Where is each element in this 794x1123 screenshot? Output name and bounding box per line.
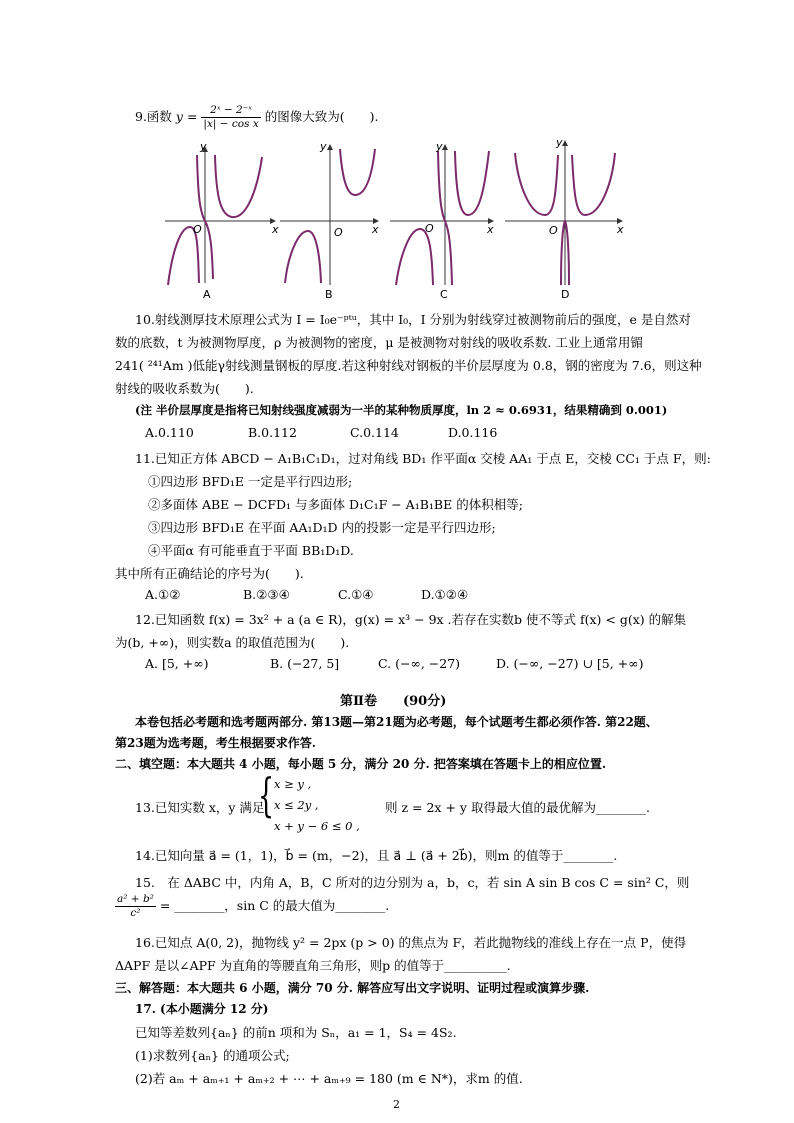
- q12-option-b: B. (−27, 5]: [270, 656, 340, 671]
- q11-item-4: ④平面α 有可能垂直于平面 BB₁D₁D.: [148, 543, 354, 558]
- q17-line3: (2)若 aₘ + aₘ₊₁ + aₘ₊₂ + ⋯ + aₘ₊₉ = 180 (m ∈ N*)，求m 的值.: [135, 1071, 523, 1086]
- q10-line1: 10.射线测厚技术原理公式为 I = I₀e⁻ᵖᵗᵘ，其中 I₀，I 分别为射线穿过被测物前后的强度，e 是自然对: [135, 312, 691, 327]
- q10-line4: 射线的吸收系数为( ).: [115, 381, 254, 396]
- graph-a-x-label: x: [272, 223, 279, 236]
- q13-c3: x + y − 6 ≤ 0 ,: [274, 819, 360, 833]
- q9-prefix: 9.函数: [135, 109, 172, 124]
- q9-numerator: 2ˣ − 2⁻ˣ: [201, 104, 260, 118]
- q12-option-a: A. [5, +∞): [145, 656, 209, 671]
- q11-item-2: ②多面体 ABE − DCFD₁ 与多面体 D₁C₁F − A₁B₁BE 的体积相等;: [148, 497, 523, 512]
- q10-option-b: B.0.112: [248, 425, 297, 440]
- q15-fraction: [115, 893, 156, 920]
- q11-line1: 11.已知正方体 ABCD − A₁B₁C₁D₁，过对角线 BD₁ 作平面α 交棱 AA₁ 于点 E，交棱 CC₁ 于点 F，则:: [135, 451, 711, 466]
- q13-brace: {: [258, 768, 275, 822]
- graph-a-curve-right: [215, 155, 262, 217]
- q15-denominator: c²: [130, 907, 141, 919]
- q11-item-3: ③四边形 BFD₁E 在平面 AA₁D₁D 内的投影一定是平行四边形;: [148, 520, 496, 535]
- graph-b-curve-left: [285, 231, 321, 283]
- q12-line2: 为(b, +∞)，则实数a 的取值范围为( ).: [115, 635, 350, 650]
- graph-c-curve-right: [455, 151, 489, 215]
- q10-line3: 241( ²⁴¹Am )低能γ射线测量钢板的厚度.若这种射线对钢板的半价层厚度为 0.8，钢的密度为 7.6，则这种: [115, 358, 702, 373]
- graph-d-origin: O: [549, 224, 558, 237]
- graph-b: [280, 145, 378, 285]
- q11-option-d: D.①②④: [421, 587, 469, 602]
- q10-line2: 数的底数，t 为被测物厚度，ρ 为被测物的密度，μ 是被测物对射线的吸收系数. 工业上通常用镅: [115, 335, 643, 350]
- q15-line2-wrap: [115, 893, 389, 920]
- q12-line1: 12.已知函数 f(x) = 3x² + a (a ∈ R)，g(x) = x³ − 9x .若存在实数b 使不等式 f(x) < g(x) 的解集: [135, 612, 687, 627]
- graph-a-origin: O: [193, 223, 202, 236]
- q13-c2: x ≤ 2y ,: [274, 798, 319, 812]
- graph-b-curve-right: [340, 149, 375, 195]
- graph-b-origin: O: [334, 226, 343, 239]
- graph-c-y-label: y: [436, 140, 443, 153]
- q9-suffix: 的图像大致为( ).: [264, 109, 379, 124]
- q17-line2: (1)求数列{aₙ} 的通项公式;: [135, 1048, 290, 1063]
- q11-question: 其中所有正确结论的序号为( ).: [115, 566, 304, 581]
- q15-line1: 15. 在 ΔABC 中，内角 A，B，C 所对的边分别为 a，b，c，若 sin A sin B cos C = sin² C，则: [135, 875, 690, 890]
- graph-d-y-label: y: [556, 136, 563, 149]
- graph-c-curve-left: [396, 229, 433, 285]
- graph-d-label: D: [561, 288, 570, 301]
- q13-c1: x ≥ y ,: [274, 777, 312, 791]
- graph-a: [165, 147, 275, 285]
- q10-option-a: A.0.110: [145, 425, 194, 440]
- q11-option-a: A.①②: [145, 587, 181, 602]
- q11-option-b: B.②③④: [243, 587, 290, 602]
- graph-d-x-label: x: [617, 223, 624, 236]
- section3-title: 三、解答题：本大题共 6 小题，满分 70 分. 解答应写出文字说明、证明过程或演算步骤.: [115, 981, 590, 995]
- q9-yeq: y =: [175, 109, 198, 124]
- q16-line2: ΔAPF 是以∠APF 为直角的等腰直角三角形，则p 的值等于__________.: [115, 958, 511, 973]
- part2-desc2: 第23题为选考题，考生根据要求作答.: [115, 736, 316, 750]
- graph-a-y-label: y: [200, 140, 207, 153]
- q10-option-d: D.0.116: [448, 425, 498, 440]
- q11-item-1: ①四边形 BFD₁E 一定是平行四边形;: [148, 474, 353, 489]
- q9-denominator: |x| − cos x: [203, 118, 259, 130]
- q13-prefix: 13.已知实数 x，y 满足: [135, 800, 265, 815]
- graph-c-label: C: [440, 288, 448, 301]
- section2-title: 二、填空题：本大题共 4 小题，每小题 5 分，满分 20 分. 把答案填在答题卡上的相应位置.: [115, 757, 607, 771]
- page-number: 2: [393, 1098, 400, 1111]
- graph-b-label: B: [325, 288, 333, 301]
- graph-a-label: A: [203, 288, 211, 301]
- graph-c-x-label: x: [487, 223, 494, 236]
- q11-option-c: C.①④: [338, 587, 374, 602]
- q10-note: (注 半价层厚度是指将已知射线强度减弱为一半的某种物质厚度，ln 2 ≈ 0.6931，结果精确到 0.001): [135, 403, 668, 417]
- graph-b-x-label: x: [372, 223, 379, 236]
- graph-d-curve-right: [572, 153, 615, 215]
- graph-b-y-label: y: [320, 140, 327, 153]
- q14-text: 14.已知向量 a⃗ = (1，1)，b⃗ = (m，−2)，且 a⃗ ⊥ (a⃗ + 2b⃗)，则m 的值等于________.: [135, 848, 618, 863]
- graph-c: [390, 145, 493, 285]
- q12-option-d: D. (−∞, −27) ∪ [5, +∞): [496, 656, 644, 671]
- graph-c-origin: O: [425, 222, 434, 235]
- q13-suffix: 则 z = 2x + y 取得最大值的最优解为________.: [385, 800, 650, 815]
- q15-numerator: a² + b²: [117, 893, 154, 905]
- q10-option-c: C.0.114: [350, 425, 399, 440]
- q12-option-c: C. (−∞, −27): [378, 656, 461, 671]
- part2-title: 第Ⅱ卷 (90分): [340, 694, 447, 709]
- part2-desc1: 本卷包括必考题和选考题两部分. 第13题—第21题为必考题，每个试题考生都必须作答. 第22题、: [135, 715, 658, 729]
- q17-title: 17. (本小题满分 12 分): [135, 1002, 269, 1016]
- graph-d-curve-left: [515, 153, 558, 215]
- graph-d: [505, 141, 622, 285]
- q9-fraction: [201, 104, 260, 131]
- q9-line: [135, 104, 378, 131]
- q15-line2: = ________，sin C 的最大值为________.: [159, 898, 390, 913]
- q16-line1: 16.已知点 A(0, 2)，抛物线 y² = 2px (p > 0) 的焦点为 F，若此抛物线的准线上存在一点 P，使得: [135, 935, 687, 950]
- q17-line1: 已知等差数列{aₙ} 的前n 项和为 Sₙ，a₁ = 1，S₄ = 4S₂.: [135, 1025, 457, 1040]
